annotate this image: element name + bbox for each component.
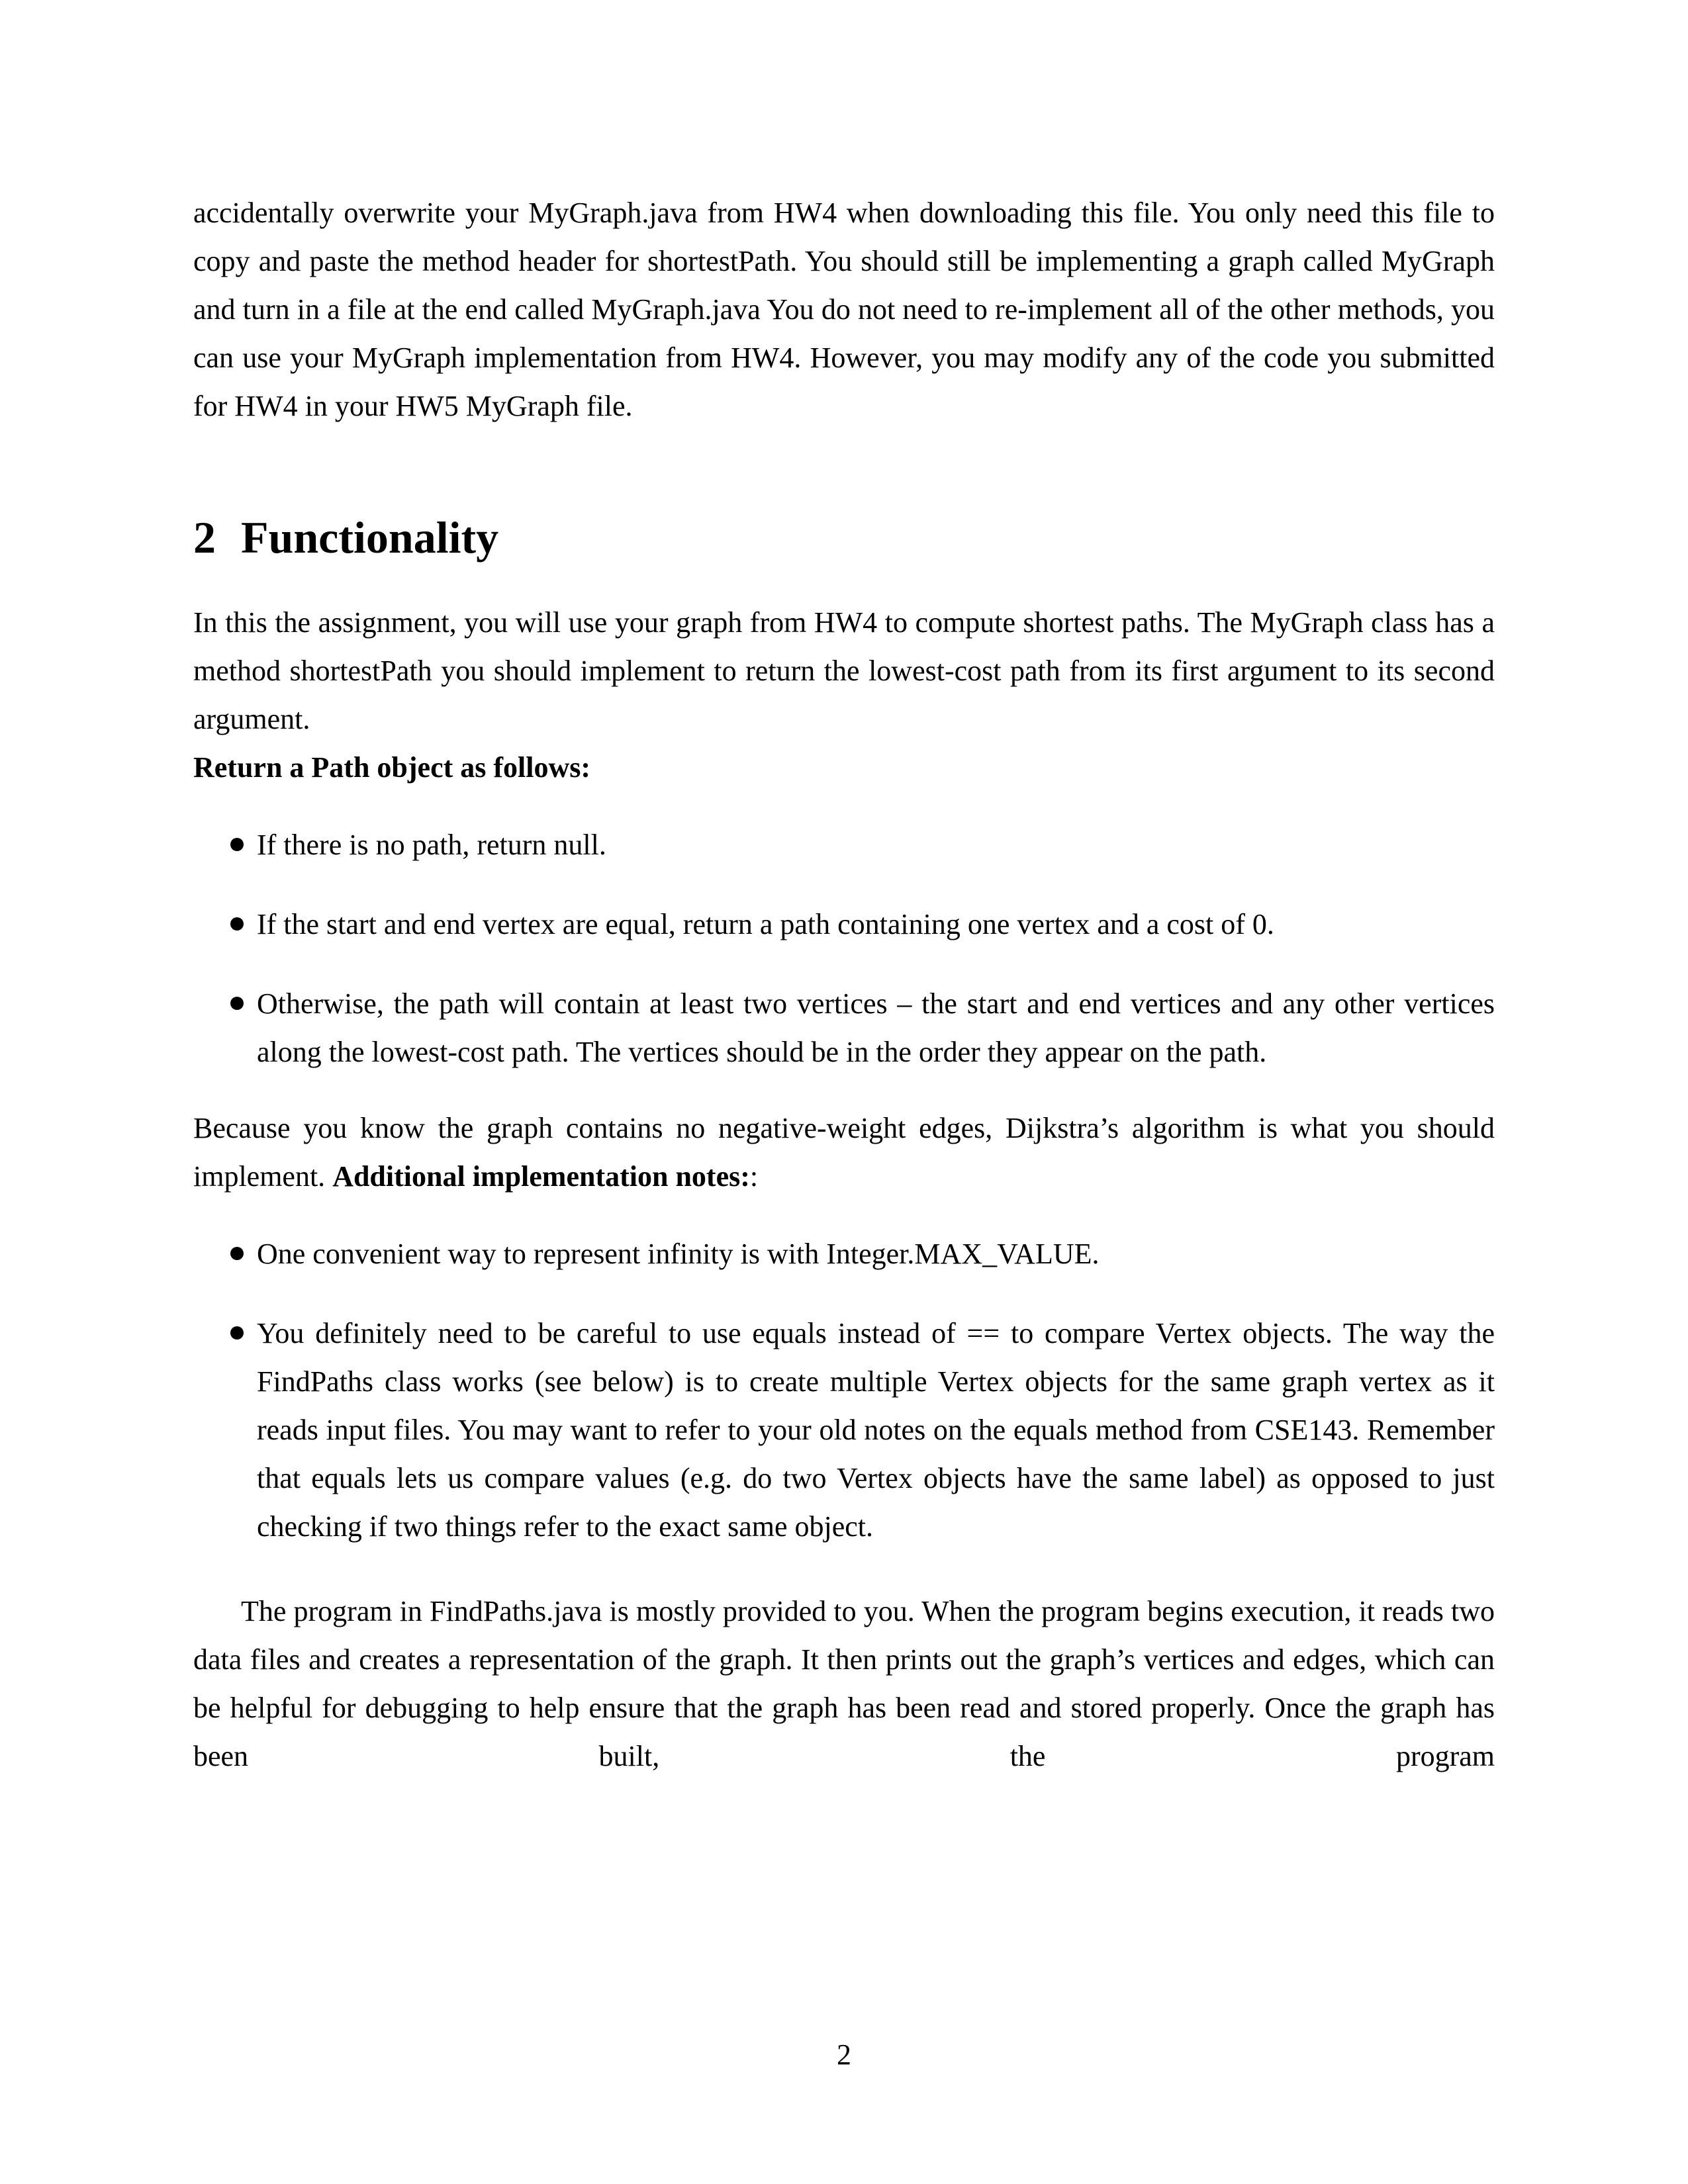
list-item bbox=[257, 900, 1495, 948]
dijkstra-bold-text: Additional implementation notes: bbox=[332, 1160, 750, 1193]
section-number: 2 bbox=[193, 512, 216, 563]
implementation-notes-list bbox=[193, 1230, 1495, 1551]
paragraph-findpaths: The program in FindPaths.java is mostly provided to you. When the program begins execution, it reads two data files and creates a representation of the graph. It then prints out the graph’s vertices and edges, which can be helpful for debugging to help ensure that the graph has been read and stored properly. Once the graph has been built, the program bbox=[193, 1595, 1495, 1772]
bullet-icon bbox=[230, 997, 244, 1010]
bullet-icon bbox=[230, 917, 244, 931]
page-number: 2 bbox=[837, 2038, 851, 2071]
paragraph-intro: accidentally overwrite your MyGraph.java from HW4 when downloading this file. You only need this file to copy and paste the method header for shortestPath. You should still be implementing a graph called MyGraph and turn in a file at the end called MyGraph.java You do not need to re-implement all of the other methods, you can use your MyGraph implementation from HW4. However, you may modify any of the code you submitted for HW4 in your HW5 MyGraph file. bbox=[193, 197, 1495, 422]
dijkstra-text-before: Because you know the graph contains no negative-weight edges, Dijkstra’s algorithm is what you should implement. bbox=[193, 1112, 1495, 1193]
paragraph-functionality: In this the assignment, you will use your graph from HW4 to compute shortest paths. The MyGraph class has a method shortestPath you should implement to return the lowest-cost path from its first argument to its second argument. bbox=[193, 606, 1495, 735]
list-item-text: If there is no path, return null. bbox=[257, 829, 606, 861]
list-item bbox=[257, 979, 1495, 1076]
list-item-text: You definitely need to be careful to use equals instead of == to compare Vertex objects. The way the FindPaths class works (see below) is to create multiple Vertex objects for the same graph vertex as it reads input files. You may want to refer to your old notes on the equals method from CSE143. Remember that equals lets us compare values (e.g. do two Vertex objects have the same label) as opposed to just checking if two things refer to the exact same object. bbox=[257, 1317, 1495, 1543]
page-content bbox=[193, 189, 1495, 1780]
bullet-icon bbox=[230, 1247, 244, 1260]
list-item-text: One convenient way to represent infinity is with Integer.MAX_VALUE. bbox=[257, 1238, 1100, 1270]
list-item bbox=[257, 1230, 1495, 1278]
bullet-icon bbox=[230, 838, 244, 851]
path-rules-list bbox=[193, 821, 1495, 1076]
list-item-text: If the start and end vertex are equal, return a path containing one vertex and a cost of 0. bbox=[257, 908, 1274, 940]
list-item-text: Otherwise, the path will contain at least two vertices – the start and end vertices and any other vertices along the lowest-cost path. The vertices should be in the order they appear on the path. bbox=[257, 987, 1495, 1068]
paragraph-dijkstra bbox=[193, 1104, 1495, 1201]
dijkstra-text-after: : bbox=[749, 1160, 759, 1193]
bullet-icon bbox=[230, 1326, 244, 1340]
list-item bbox=[257, 1309, 1495, 1551]
path-rules-lead: Return a Path object as follows: bbox=[193, 751, 591, 784]
section-heading bbox=[193, 504, 1495, 570]
section-title: Functionality bbox=[241, 512, 499, 563]
list-item bbox=[257, 821, 1495, 869]
